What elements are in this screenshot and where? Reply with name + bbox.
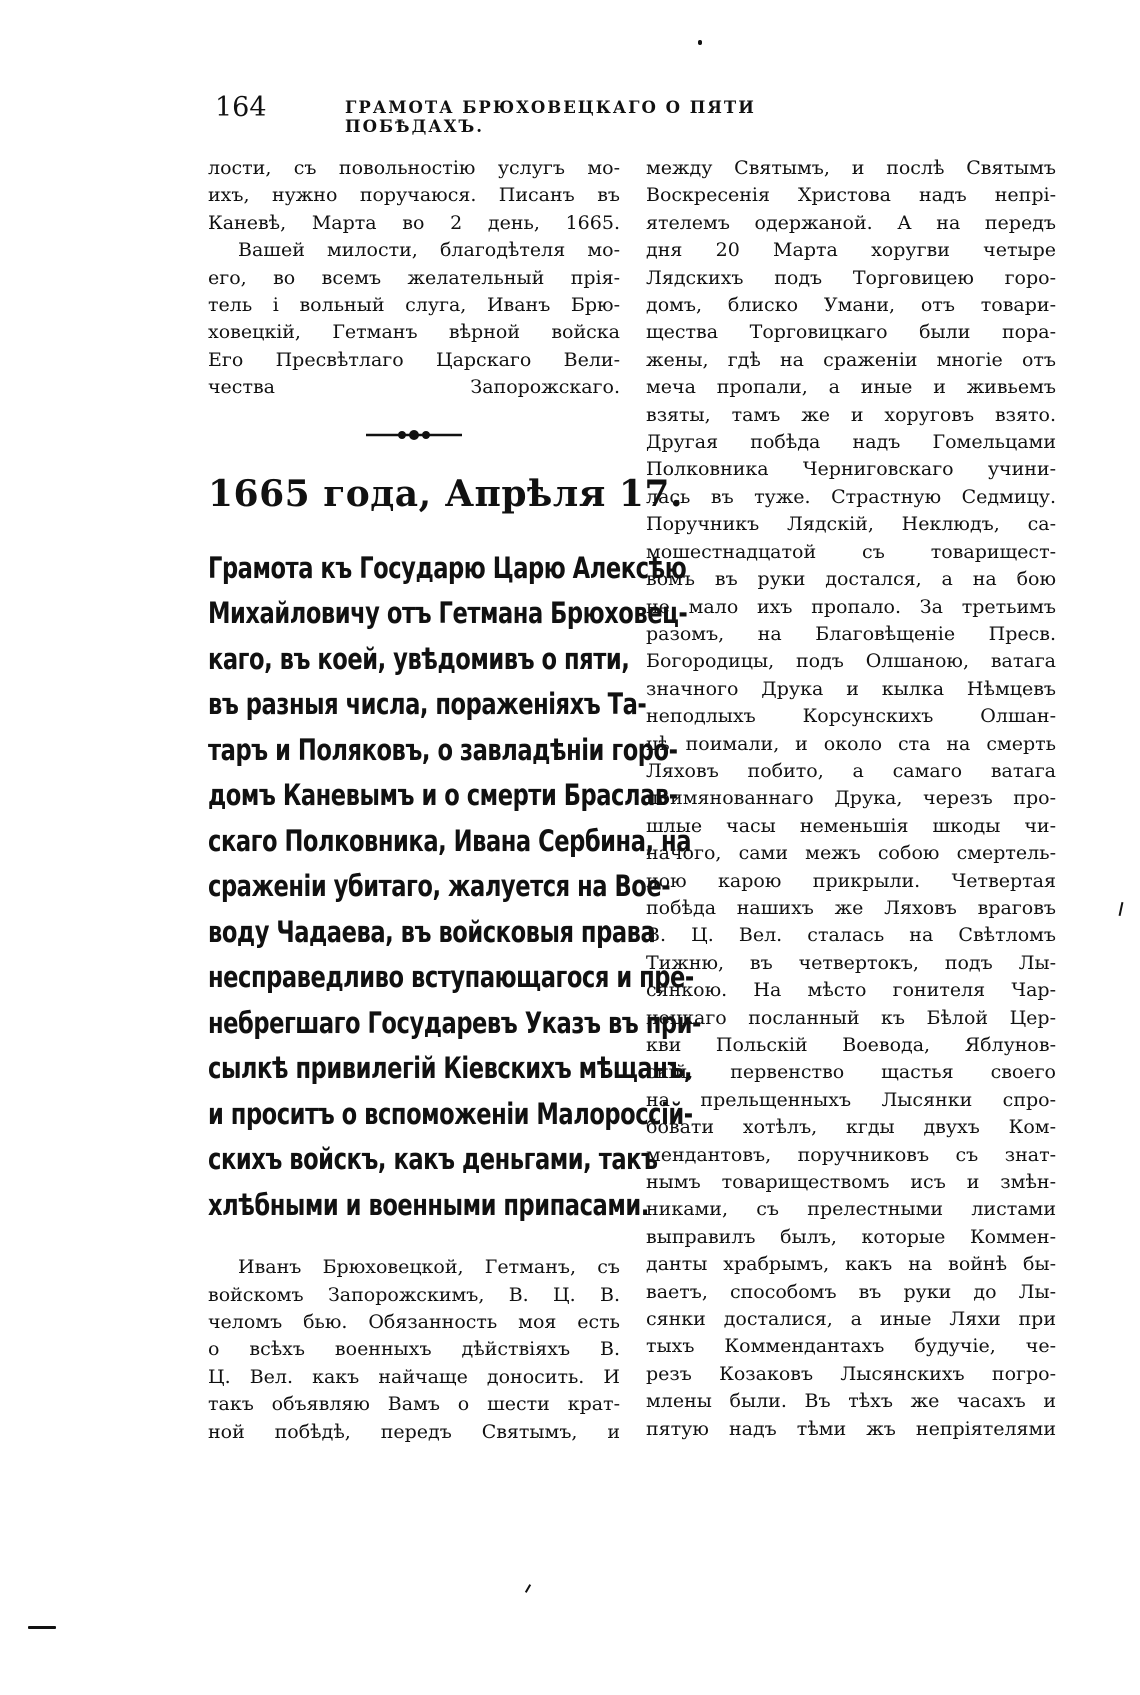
text-line: разомъ, на Благовѣщеніе Пресв.	[646, 622, 1056, 645]
text-line: такъ объявляю Вамъ о шести крат-	[208, 1393, 620, 1416]
page-speck	[1119, 902, 1124, 916]
page-speck	[28, 1626, 56, 1629]
summary-line: Михайловичу отъ Гетмана Брюховец-	[208, 596, 688, 631]
text-line: ной побѣдѣ, передъ Святымъ, и	[208, 1420, 620, 1443]
text-line: неподлыхъ Корсунскихъ Олшан-	[646, 705, 1056, 728]
text-line: Ляховъ побито, а самаго ватага	[646, 759, 1056, 782]
text-line: домъ, блиско Умани, отъ товари-	[646, 294, 1056, 317]
text-line: шлые часы неменьшія шкоды чи-	[646, 814, 1056, 837]
text-line: Поручникъ Лядскій, Неклюдъ, са-	[646, 513, 1056, 536]
text-line: о всѣхъ военныхъ дѣйствіяхъ В.	[208, 1338, 620, 1361]
text-line: побѣда нашихъ же Ляховъ враговъ	[646, 896, 1056, 919]
text-line: никами, съ прелестными листами	[646, 1198, 1056, 1221]
text-line: меча пропали, а иные и живьемъ	[646, 376, 1056, 399]
summary-line: скихъ войскъ, какъ деньгами, такъ	[208, 1142, 658, 1177]
summary-line: воду Чадаева, въ войсковыя права	[208, 914, 656, 949]
text-line: лась въ туже. Страстную Седмицу.	[646, 485, 1056, 508]
text-line: дня 20 Марта хоругви четыре	[646, 239, 1056, 262]
text-line: Иванъ Брюховецкой, Гетманъ, съ	[238, 1256, 620, 1279]
text-line: нецкаго посланный къ Бѣлой Цер-	[646, 1006, 1056, 1029]
letter-closing	[208, 155, 620, 237]
text-line: начого, сами межъ собою смертель-	[646, 842, 1056, 865]
page-speck	[698, 40, 702, 45]
text-line: взяты, тамъ же и хоруговъ взято.	[646, 403, 1056, 426]
text-line: сянки досталися, а иные Ляхи при	[646, 1308, 1056, 1331]
ornamental-divider	[364, 428, 464, 442]
text-line: войскомъ Запорожскимъ, В. Ц. В.	[208, 1283, 620, 1306]
letter-signature	[208, 237, 620, 401]
document-summary	[208, 546, 701, 1229]
right-column	[646, 155, 1056, 1443]
text-line: резъ Козаковъ Лысянскихъ погро-	[646, 1362, 1056, 1385]
letter-body-opening	[208, 1254, 620, 1446]
text-line: не мало ихъ пропало. За третьимъ	[646, 595, 1056, 618]
summary-line: и проситъ о вспоможеніи Малороссій-	[208, 1096, 693, 1131]
text-line: тыхъ Коммендантахъ будучіе, че-	[646, 1335, 1056, 1358]
summary-line: домъ Каневымъ и о смерти Браслав-	[208, 778, 678, 813]
text-line: Его Пресвѣтлаго Царскаго Вели-	[208, 348, 620, 371]
text-line: Лядскихъ подъ Торговицею горо-	[646, 266, 1056, 289]
page-speck	[525, 1584, 531, 1593]
summary-line: сраженіи убитаго, жалуется на Вое-	[208, 869, 671, 904]
text-line: Ц. Вел. какъ найчаще доносить. И	[208, 1365, 620, 1388]
summary-line: Грамота къ Государю Царю Алексѣю	[208, 550, 687, 585]
text-line: ваетъ, способомъ въ руки до Лы-	[646, 1280, 1056, 1303]
text-line: мошестнадцатой съ товарищест-	[646, 540, 1056, 563]
text-line: Полковника Черниговскаго учини-	[646, 458, 1056, 481]
text-line: значного Друка и кылка Нѣмцевъ	[646, 677, 1056, 700]
text-line: щества Торговицкаго были пора-	[646, 321, 1056, 344]
text-line: пятую надъ тѣми жъ непріятелями	[646, 1417, 1056, 1440]
text-line: млены были. Въ тѣхъ же часахъ и	[646, 1390, 1056, 1413]
text-line: Вашей милости, благодѣтеля мо-	[238, 239, 620, 262]
text-line: Воскресенія Христова надъ непрі-	[646, 184, 1056, 207]
text-line: Тижню, въ четвертокъ, подъ Лы-	[646, 951, 1056, 974]
text-line: выправилъ былъ, которые Коммен-	[646, 1225, 1056, 1248]
summary-line: хлѣбными и военными припасами.	[208, 1187, 649, 1222]
summary-line: въ разныя числа, пораженіяхъ Та-	[208, 687, 647, 722]
text-line: тель і вольный слуга, Иванъ Брю-	[208, 294, 620, 317]
text-line: на прельщенныхъ Лысянки спро-	[646, 1088, 1056, 1111]
text-line: скій, первенство щастья своего	[646, 1061, 1056, 1084]
summary-line: сылкѣ привилегій Кіевскихъ мѣщанъ,	[208, 1051, 693, 1086]
text-line: челомъ бью. Обязанность моя есть	[208, 1310, 620, 1333]
letter-body-continued	[646, 155, 1056, 1443]
text-line: ною карою прикрыли. Четвертая	[646, 869, 1056, 892]
text-line: данты храбрымъ, какъ на войнѣ бы-	[646, 1253, 1056, 1276]
text-line: кви Польскій Воевода, Яблунов-	[646, 1034, 1056, 1056]
document-date-heading: 1665 года, Апрѣля 17.	[208, 472, 683, 515]
left-column	[208, 155, 701, 1446]
text-line: Богородицы, подъ Олшаною, ватага	[646, 650, 1056, 673]
text-line: вомъ въ руки достался, а на бою	[646, 568, 1056, 591]
text-line: ятелемъ одержаной. А на передъ	[646, 211, 1056, 234]
text-line: чества Запорожскаго.	[208, 376, 620, 399]
page-header	[215, 92, 885, 136]
text-line: Другая побѣда надъ Гомельцами	[646, 431, 1056, 454]
text-line: бовати хотѣлъ, кгды двухъ Ком-	[646, 1116, 1056, 1139]
text-line: В. Ц. Вел. сталась на Свѣтломъ	[646, 924, 1056, 947]
page-number: 164	[215, 92, 267, 123]
text-line: ховецкій, Гетманъ вѣрной войска	[208, 321, 620, 344]
running-head: ГРАМОТА БРЮХОВЕЦКАГО О ПЯТИ ПОБѢДАХЪ.	[345, 98, 756, 136]
summary-line: скаго Полковника, Ивана Сербина, на	[208, 823, 692, 858]
text-line: сянкою. На мѣсто гонителя Чар-	[646, 979, 1056, 1002]
text-line: цѣ поимали, и около ста на смерть	[646, 732, 1056, 755]
text-line: его, во всемъ желательный прія-	[208, 266, 620, 289]
text-line: Каневѣ, Марта во 2 день, 1665.	[208, 211, 620, 234]
text-line: ихъ, нужно поручаюся. Писанъ въ	[208, 184, 620, 207]
text-line: между Святымъ, и послѣ Святымъ	[646, 157, 1056, 179]
summary-line: каго, въ коей, увѣдомивъ о пяти,	[208, 641, 630, 676]
text-line: поимянованнаго Друка, черезъ про-	[646, 787, 1056, 810]
text-line: жены, гдѣ на сраженіи многіе отъ	[646, 348, 1056, 371]
summary-line: несправедливо вступающагося и пре-	[208, 960, 694, 995]
text-line: мендантовъ, поручниковъ съ знат-	[646, 1143, 1056, 1166]
text-line: нымъ товариществомъ исъ и змѣн-	[646, 1171, 1056, 1194]
summary-line: небрегшаго Государевъ Указъ въ при-	[208, 1005, 701, 1040]
summary-line: таръ и Поляковъ, о завладѣніи горо-	[208, 732, 678, 767]
text-line: лости, съ повольностію услугъ мо-	[208, 157, 620, 179]
